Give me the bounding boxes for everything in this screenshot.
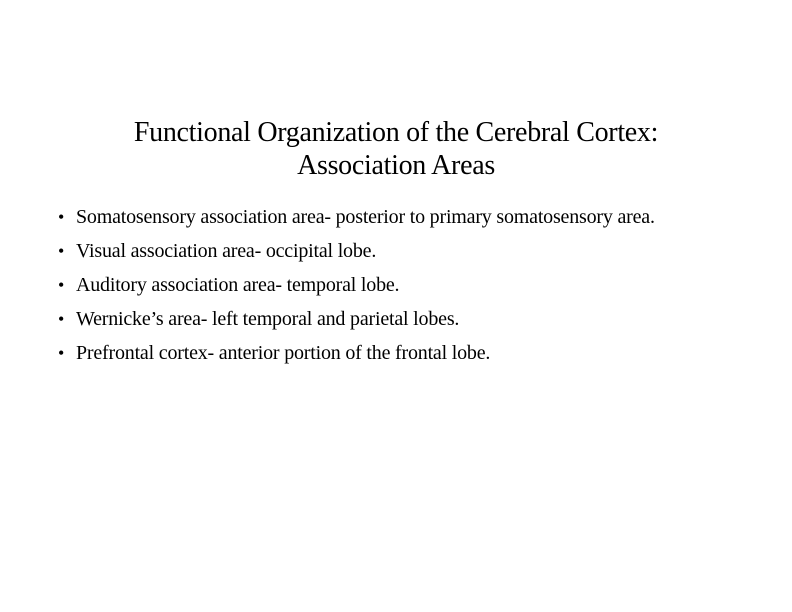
bullet-text: Wernicke’s area- left temporal and parietal lobes. [76, 308, 460, 330]
bullet-icon: • [58, 343, 65, 363]
bullet-icon: • [58, 207, 65, 227]
bullet-icon: • [58, 241, 65, 261]
bullet-text: Somatosensory association area- posterior to primary somatosensory area. [76, 206, 655, 228]
title-line-2: Association Areas [297, 150, 495, 181]
bullet-text: Auditory association area- temporal lobe. [76, 274, 400, 296]
bullet-item [58, 341, 758, 365]
title-line-1: Functional Organization of the Cerebral Cortex: [133, 117, 659, 148]
bullet-text: Prefrontal cortex- anterior portion of the frontal lobe. [76, 342, 491, 364]
bullet-icon: • [58, 275, 65, 295]
bullet-icon: • [58, 309, 65, 329]
bullet-item [58, 273, 758, 297]
bullet-text: Visual association area- occipital lobe. [76, 240, 377, 262]
bullet-item [58, 239, 758, 263]
slide-title [60, 116, 732, 182]
bullet-item [58, 205, 758, 229]
bullet-item [58, 307, 758, 331]
bullet-list [58, 205, 758, 375]
